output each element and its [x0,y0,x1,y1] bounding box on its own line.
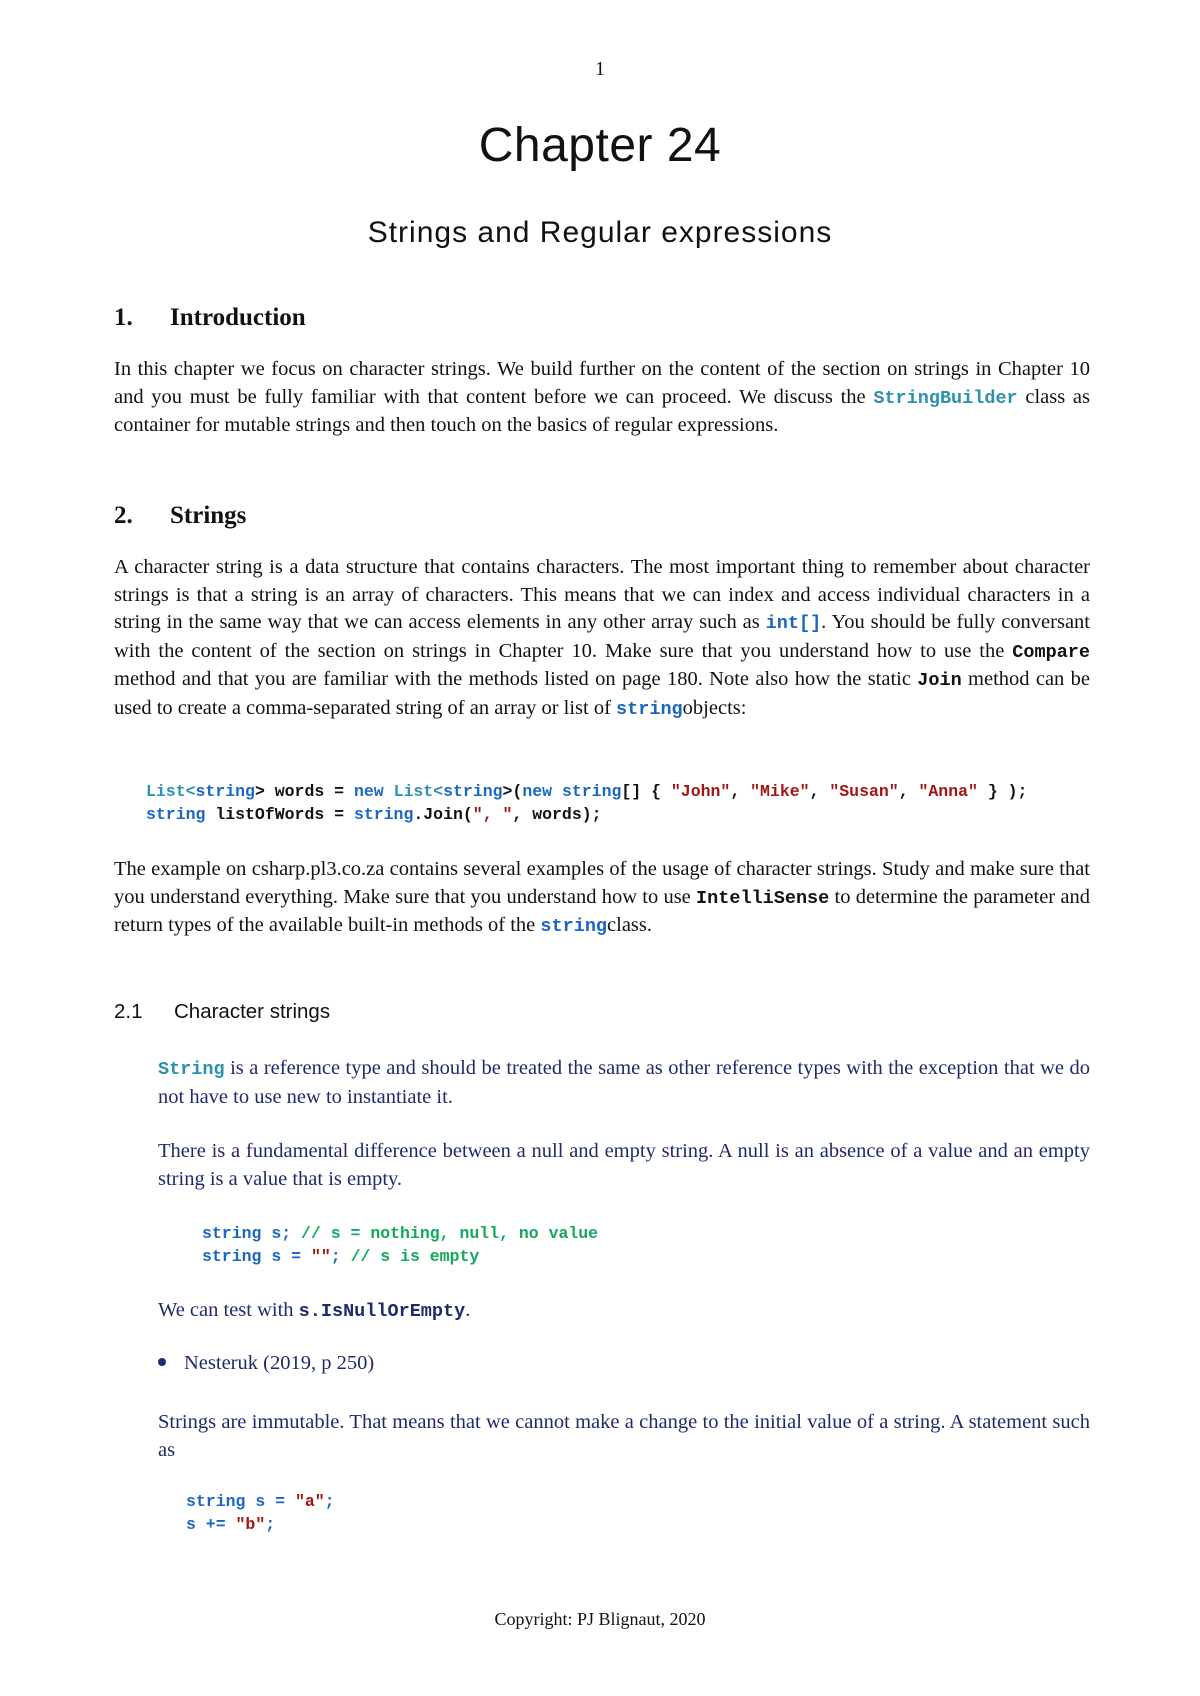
subsection-number: 2.1 [114,1000,143,1023]
code-token: string [195,782,255,801]
code-comment: // s is empty [350,1247,480,1266]
page-number: 1 [595,58,605,80]
text-run: . You should be fully conversant with the content of the section on strings in Chapter 10. Make sure that you understand how to use the [114,611,1091,662]
code-line [202,1222,598,1245]
code-token: ; [265,1515,276,1534]
code-token: s += [186,1515,236,1534]
code-token: listOfWords = [205,805,354,824]
code-token: List< [146,782,196,801]
inline-code-string: string [616,698,683,720]
section-number: 1. [114,304,133,331]
code-token: ", " [472,805,513,824]
inline-code-intellisense: IntelliSense [696,887,830,909]
code-token: "Susan" [829,782,899,801]
code-token: "b" [235,1515,266,1534]
code-token: string [146,805,206,824]
code-token: .Join( [413,805,473,824]
text-run: . [465,1299,471,1321]
strings-paragraph [114,554,1090,723]
reference-bullet [158,1352,374,1375]
section-title: Introduction [170,304,306,331]
code-token: "John" [670,782,731,801]
reference-type-paragraph [158,1055,1090,1111]
page-footer: Copyright: PJ Blignaut, 2020 [494,1609,706,1629]
code-token [552,782,562,801]
code-token: ; [330,1247,351,1266]
text-run: In this chapter we focus on character strings. We build further on the content of the section on strings in Chapter 10 and you must be fully familiar with that content before we can proceed. We discuss the [114,358,1090,408]
inline-code-stringbuilder: StringBuilder [873,387,1018,409]
inline-code-int-array: int[] [765,613,822,634]
code-token: new [522,782,553,801]
code-line [146,780,1027,803]
text-run: class. [607,914,653,936]
section-heading-introduction [114,304,306,332]
code-block-immutable [186,1490,335,1536]
subsection-heading-character-strings [114,1000,330,1024]
code-token: s = [261,1247,311,1266]
code-line [186,1513,335,1536]
code-token: >( [502,782,523,801]
intro-paragraph [114,356,1090,440]
code-token: new [353,782,384,801]
code-token: [] { [621,782,671,801]
code-comment: // s = nothing, null, no value [301,1224,599,1243]
section-heading-strings [114,502,246,530]
code-token: string [353,805,414,824]
code-token: , [730,782,751,801]
text-run: The example on csharp.pl3.co.za contains several examples of the usage of character strings. Study and make sure that you understand everything. Make sure that you understand how to use [114,858,1090,908]
code-token: string [443,782,503,801]
code-token: "" [310,1247,331,1266]
section-title: Strings [170,502,247,529]
code-token: ; [324,1492,335,1511]
code-token: s; [261,1224,302,1243]
inline-code-string: string [540,916,608,937]
code-token: List< [383,782,444,801]
code-line [146,803,1027,826]
text-run: to determine the parameter and return types of the available built-in methods of the [114,885,1090,936]
code-token: , [809,782,830,801]
code-token: "Mike" [750,782,810,801]
text-run: method and that you are familiar with the methods listed on page 180. Note also how the static [114,668,918,690]
text-run: class as container for mutable strings and then touch on the basics of regular expressions. [114,385,1090,436]
inline-code-isnullorempty: s.IsNullOrEmpty [298,1301,466,1322]
code-line [186,1490,335,1513]
text-run: is a reference type and should be treated the same as other reference types with the exception that we do not have to use new to instantiate it. [158,1057,1090,1108]
code-token: string [561,782,622,801]
code-block-null-empty [202,1222,598,1268]
inline-code-String: String [158,1059,225,1080]
chapter-title: Chapter 24 [478,119,722,172]
code-token: string [202,1224,262,1243]
inline-code-join: Join [917,670,962,691]
isnullorempty-paragraph [158,1297,1090,1326]
immutable-paragraph: Strings are immutable. That means that we cannot make a change to the initial value of a string. A statement such as [158,1411,1090,1461]
text-run: method can be used to create a comma-separated string of an array or list of [114,668,1090,719]
code-token: string [186,1492,246,1511]
subsection-title: Character strings [174,1000,331,1023]
inline-code-compare: Compare [1012,641,1090,663]
code-token: } ); [977,782,1028,801]
code-token: "Anna" [918,782,978,801]
null-empty-paragraph: There is a fundamental difference between a null and empty string. A null is an absence of a value and an empty string is a value that is empty. [158,1140,1090,1190]
code-line [202,1245,598,1268]
text-run: objects: [682,696,747,719]
code-token: , [898,782,919,801]
code-token: "a" [294,1492,325,1511]
chapter-subtitle: Strings and Regular expressions [367,216,833,249]
code-token: string [202,1247,262,1266]
text-run: We can test with [158,1299,299,1321]
section-number: 2. [114,502,133,529]
text-run: A character string is a data structure that contains characters. The most important thing to remember about character strings is that a string is an array of characters. This means that we can index and access individual characters in a string in the same way that we can access elements in any other array such as [114,556,1090,633]
example-paragraph [114,856,1090,941]
bullet-text: Nesteruk (2019, p 250) [184,1352,375,1374]
code-token: s = [245,1492,295,1511]
code-block-join [146,780,1027,826]
bullet-dot-icon [158,1358,166,1366]
code-token: > words = [254,782,354,801]
code-token: , words); [512,805,602,824]
